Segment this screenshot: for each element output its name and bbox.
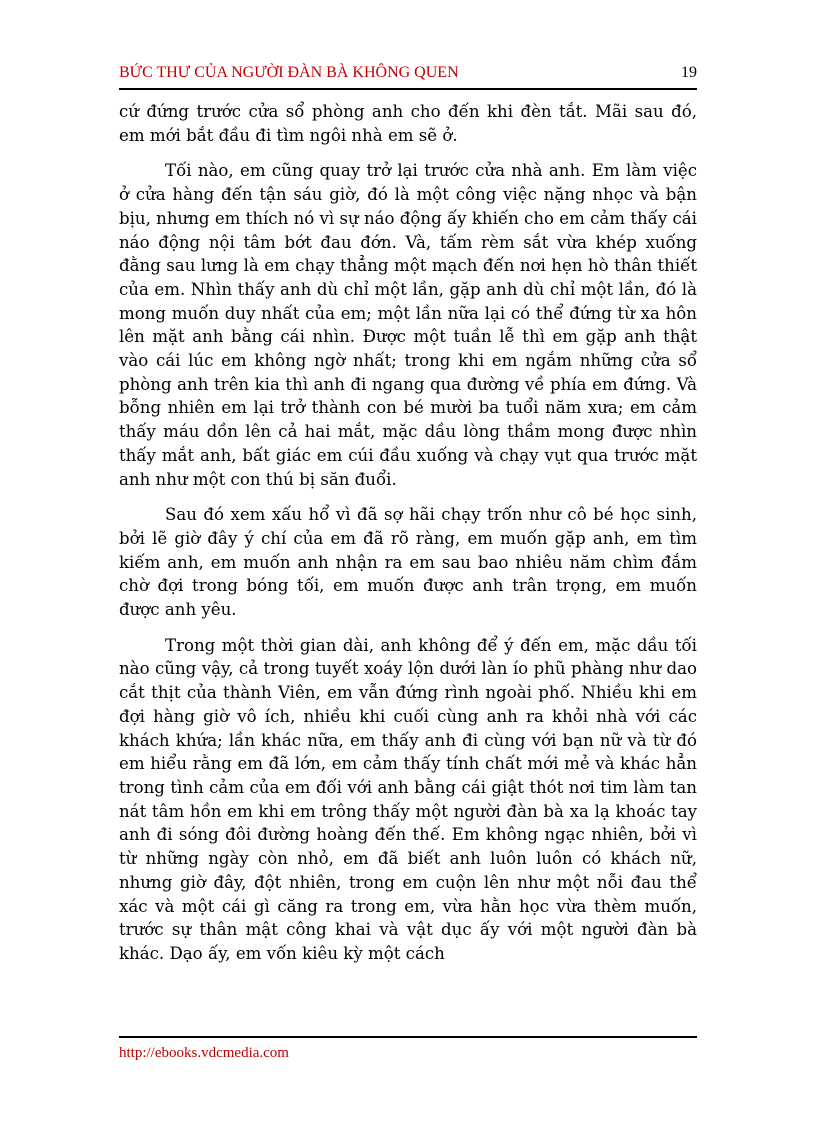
paragraph: Trong một thời gian dài, anh không để ý đến em, mặc dầu tối nào cũng vậy, cả trong tuyết xoáy lộn dưới làn ío phũ phàng như dao cắt thịt của thành Viên, em vẫn đứng rình ngoài phố. Nhiều khi em đợi hàng giờ vô ích, nhiều khi cuối cùng anh ra khỏi nhà với các khách khứa; lần khác nữa, em thấy anh đi cùng với bạn nữ và từ đó em hiểu rằng em đã lớn, em cảm thấy tính chất mới mẻ và khác hẳn trong tình cảm của em đối với anh bằng cái giật thót nơi tim làm tan nát tâm hồn em khi em trông thấy một người đàn bà xa lạ khoác tay anh đi sóng đôi đường hoàng đến thế. Em không ngạc nhiên, bởi vì từ những ngày còn nhỏ, em đã biết anh luôn luôn có khách nữ, nhưng giờ đây, đột nhiên, trong em cuộn lên như một nỗi đau thể xác và một cái gì căng ra trong em, vừa hằn học vừa thèm muốn, trước sự thân mật công khai và vật dục ấy với một người đàn bà khác. Dạo ấy, em vốn kiêu kỳ một cách: [119, 635, 697, 963]
footer-url-link[interactable]: http://ebooks.vdcmedia.com: [119, 1045, 289, 1061]
book-title: BỨC THƯ CỦA NGƯỜI ĐÀN BÀ KHÔNG QUEN: [119, 64, 459, 81]
paragraph: Tối nào, em cũng quay trở lại trước cửa nhà anh. Em làm việc ở cửa hàng đến tận sáu giờ, đó là một công việc nặng nhọc và bận bịu, nhưng em thích nó vì sự náo động ấy khiến cho em cảm thấy cái náo động nội tâm bớt đau đớn. Và, tấm rèm sắt vừa khép xuống đằng sau lưng là em chạy thẳng một mạch đến nơi hẹn hò thân thiết của em. Nhìn thấy anh dù chỉ một lần, gặp anh dù chỉ một lần, đó là mong muốn duy nhất của em; một lần nữa lại có thể đứng từ xa hôn lên mặt anh bằng cái nhìn. Được một tuần lễ thì em gặp anh thật vào cái lúc em không ngờ nhất; trong khi em ngắm những cửa sổ phòng anh trên kia thì anh đi ngang qua đường về phía em đứng. Và bỗng nhiên em lại trở thành con bé mười ba tuổi năm xưa; em cảm thấy máu dồn lên cả hai mắt, mặc dầu lòng thầm mong được nhìn thấy mắt anh, bất giác em cúi đầu xuống và chạy vụt qua trước mặt anh như một con thú bị săn đuổi.: [119, 161, 697, 489]
paragraph-continuation: cứ đứng trước cửa sổ phòng anh cho đến khi đèn tắt. Mãi sau đó, em mới bắt đầu đi tìm ngôi nhà em sẽ ở.: [119, 102, 697, 145]
page-footer: [119, 1036, 697, 1062]
page-number: 19: [681, 64, 697, 81]
page-header: [119, 62, 697, 90]
paragraph: Sau đó xem xấu hổ vì đã sợ hãi chạy trốn như cô bé học sinh, bởi lẽ giờ đây ý chí của em đã rõ ràng, em muốn gặp anh, em tìm kiếm anh, em muốn anh nhận ra em sau bao nhiêu năm chìm đắm chờ đợi trong bóng tối, em muốn được anh trân trọng, em muốn được anh yêu.: [119, 505, 697, 620]
page-body: [119, 100, 697, 978]
